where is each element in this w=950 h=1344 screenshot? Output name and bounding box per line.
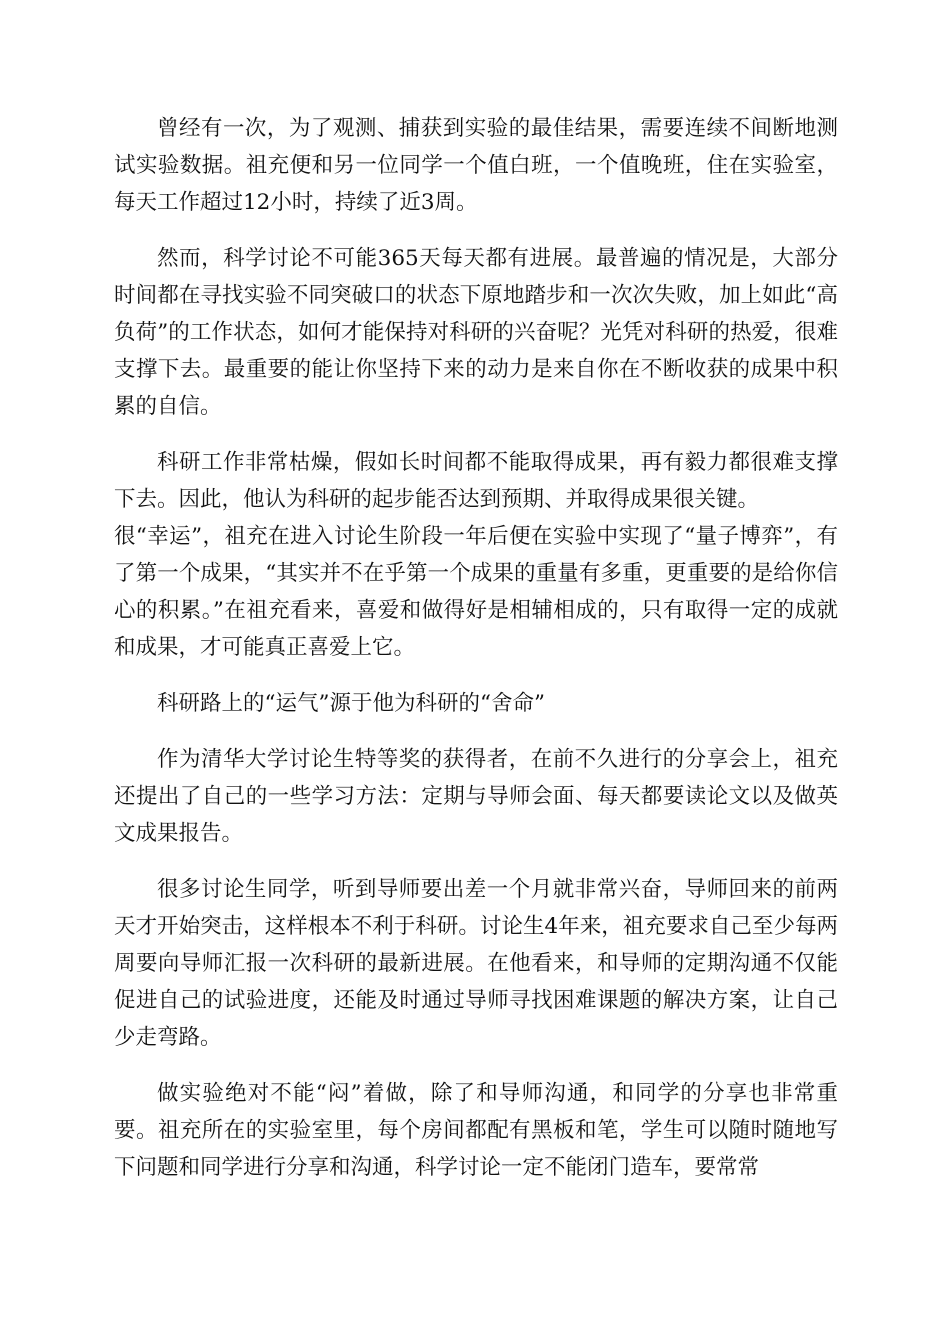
paragraph-3a: 科研工作非常枯燥，假如长时间都不能取得成果，再有毅力都很难支撑下去。因此，他认为科研的起步能否达到预期、并取得成果很关键。 <box>114 450 838 512</box>
paragraph-3b: 很“幸运”，祖充在进入讨论生阶段一年后便在实验中实现了“量子博弈”，有了第一个成果，“其实并不在乎第一个成果的重量有多重，更重要的是给你信心的积累。”在祖充看来，喜爱和做得好是相辅相成的，只有取得一定的成就和成果，才可能真正喜爱上它。 <box>114 524 838 660</box>
paragraph-4: 作为清华大学讨论生特等奖的获得者，在前不久进行的分享会上，祖充还提出了自己的一些学习方法：定期与导师会面、每天都要读论文以及做英文成果报告。 <box>114 747 838 846</box>
section-subheading: 科研路上的“运气”源于他为科研的“舍命” <box>157 691 545 716</box>
paragraph-5: 很多讨论生同学，听到导师要出差一个月就非常兴奋，导师回来的前两天才开始突击，这样根本不利于科研。讨论生4年来，祖充要求自己至少每两周要向导师汇报一次科研的最新进展。在他看来，和导师的定期沟通不仅能促进自己的试验进度，还能及时通过导师寻找困难课题的解决方案，让自己少走弯路。 <box>114 877 838 1050</box>
document-body <box>114 110 838 1205</box>
paragraph-2: 然而，科学讨论不可能365天每天都有进展。最普遍的情况是，大部分时间都在寻找实验不同突破口的状态下原地踏步和一次次失败，加上如此“高负荷”的工作状态，如何才能保持对科研的兴奋呢？光凭对科研的热爱，很难支撑下去。最重要的能让你坚持下来的动力是来自你在不断收获的成果中积累的自信。 <box>114 246 838 419</box>
paragraph-1: 曾经有一次，为了观测、捕获到实验的最佳结果，需要连续不间断地测试实验数据。祖充便和另一位同学一个值白班，一个值晚班，住在实验室，每天工作超过12小时，持续了近3周。 <box>114 116 838 215</box>
paragraph-6: 做实验绝对不能“闷”着做，除了和导师沟通，和同学的分享也非常重要。祖充所在的实验室里，每个房间都配有黑板和笔，学生可以随时随地写下问题和同学进行分享和沟通，科学讨论一定不能闭门造车，要常常 <box>114 1081 838 1180</box>
